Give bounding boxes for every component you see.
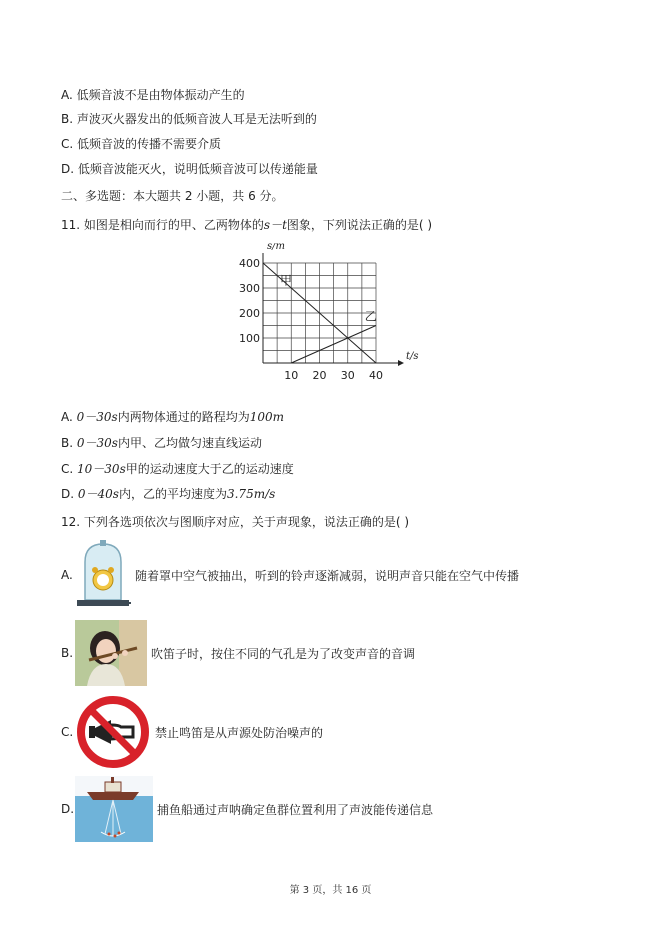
st-chart	[230, 243, 430, 383]
q12-a-text: 随着罩中空气被抽出，听到的铃声逐渐减弱，说明声音只能在空气中传播	[135, 568, 520, 583]
section-heading: 二、多选题：本大题共 2 小题，共 6 分。	[61, 189, 284, 203]
x-tick-label: 40	[369, 369, 383, 382]
q11-option-d	[61, 486, 275, 502]
q11-a-math: 0－30s	[76, 410, 118, 424]
q10-option-c: C. 低频音波的传播不需要介质	[61, 137, 222, 151]
q11-d-label: D.	[61, 487, 75, 501]
q11-c-text: 甲的运动速度大于乙的运动速度	[125, 462, 294, 476]
y-tick-label: 400	[239, 257, 260, 270]
q12-option-b	[61, 620, 415, 686]
q11-a-text: 内两物体通过的路程均为	[117, 410, 250, 424]
q11-d-text: 内，乙的平均速度为	[118, 487, 227, 501]
q11-stem	[61, 217, 432, 233]
q12-d-label: D.	[61, 802, 75, 816]
q10-option-d: D. 低频音波能灭火，说明低频音波可以传递能量	[61, 162, 318, 176]
bell-jar-image	[75, 540, 131, 610]
y-tick-label: 200	[239, 307, 260, 320]
q10-option-a: A. 低频音波不是由物体振动产生的	[61, 88, 245, 102]
q12-d-text: 捕鱼船通过声呐确定鱼群位置利用了声波能传递信息	[157, 802, 434, 817]
q10-option-b: B. 声波灭火器发出的低频音波人耳是无法听到的	[61, 112, 317, 126]
x-tick-label: 30	[340, 369, 355, 382]
x-axis-label: t/s	[406, 351, 419, 362]
q11-option-c	[61, 461, 294, 477]
page-footer: 第 3 页，共 16 页	[289, 885, 372, 896]
y-tick-label: 300	[239, 282, 260, 295]
series-label-jia: 甲	[279, 273, 292, 288]
q11-b-math: 0－30s	[76, 436, 118, 450]
q11-c-math: 10－30s	[77, 462, 126, 476]
q11-stem-suffix: 图象，下列说法正确的是( )	[286, 218, 433, 232]
flute-player-image	[75, 620, 147, 686]
q12-c-label: C.	[61, 725, 74, 739]
chart-labels	[239, 243, 419, 382]
q12-c-text: 禁止鸣笛是从声源处防治噪声的	[155, 725, 324, 740]
q11-stem-prefix: 11. 如图是相向而行的甲、乙两物体的	[61, 218, 264, 232]
q12-b-text: 吹笛子时，按住不同的气孔是为了改变声音的音调	[151, 646, 416, 661]
q11-option-a	[61, 409, 284, 425]
y-tick-label: 100	[239, 332, 260, 345]
y-axis-label: s/m	[267, 243, 285, 252]
q11-b-label: B.	[61, 436, 74, 450]
sonar-boat-image	[75, 776, 153, 842]
q11-a-math2: 100m	[249, 410, 285, 424]
q11-b-text: 内甲、乙均做匀速直线运动	[117, 436, 262, 450]
q11-d-math: 0－40s	[77, 487, 119, 501]
no-horn-sign-icon	[75, 694, 151, 770]
x-tick-label: 20	[312, 369, 327, 382]
q12-b-label: B.	[61, 646, 74, 660]
q11-stem-math: s－t	[263, 218, 287, 232]
q12-option-a	[61, 540, 519, 610]
q11-option-b	[61, 435, 262, 451]
x-axis-arrow	[398, 360, 404, 366]
x-tick-label: 10	[284, 369, 299, 382]
q12-option-c	[61, 694, 323, 770]
q11-c-label: C.	[61, 462, 74, 476]
q12-option-d	[61, 776, 433, 842]
q12-a-label: A.	[61, 568, 73, 582]
q11-d-math2: 3.75m/s	[226, 487, 276, 501]
series-label-yi: 乙	[364, 309, 377, 324]
q12-stem: 12. 下列各选项依次与图顺序对应，关于声现象，说法正确的是( )	[61, 515, 410, 529]
q11-a-label: A.	[61, 410, 73, 424]
